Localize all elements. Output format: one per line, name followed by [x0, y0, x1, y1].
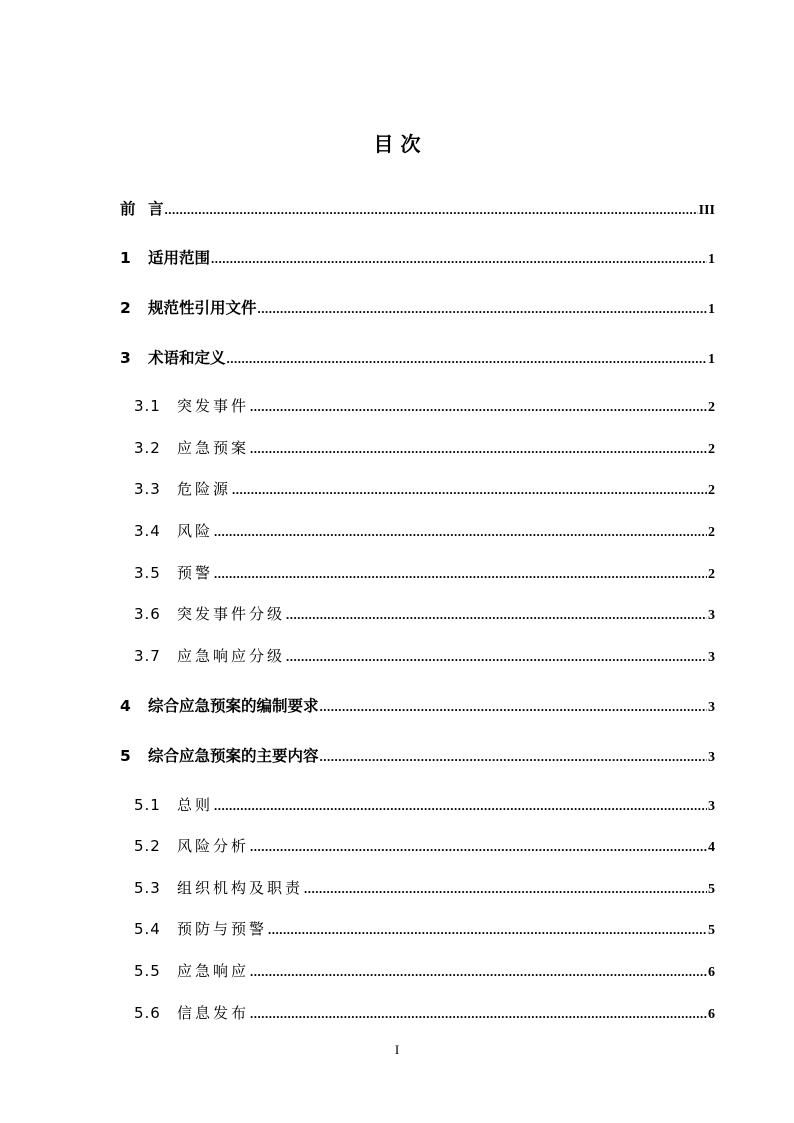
toc-entry-page: 3	[708, 608, 715, 623]
toc-entry-label: 言	[148, 200, 164, 218]
toc-entry-page: 2	[708, 567, 715, 582]
toc-entry-3[interactable]	[120, 346, 715, 368]
toc-leader-dots	[250, 399, 707, 415]
toc-entry-number: 3.5	[134, 564, 161, 582]
toc-entry-page: 1	[708, 302, 715, 317]
toc-entry-number: 3	[120, 349, 131, 367]
toc-entry-page: 2	[708, 400, 715, 415]
toc-entry-3-2[interactable]	[134, 437, 715, 459]
toc-entry-3-6[interactable]	[134, 603, 715, 625]
toc-entry-number: 3.7	[134, 647, 161, 665]
toc-entry-number: 5.1	[134, 796, 161, 814]
toc-leader-dots	[165, 202, 698, 218]
toc-leader-dots	[320, 749, 707, 765]
toc-entry-label: 风险	[177, 522, 214, 540]
toc-entry-5-3[interactable]	[134, 877, 715, 899]
toc-entry-page: 4	[708, 840, 715, 855]
toc-leader-dots	[304, 881, 707, 897]
toc-entry-label: 应急响应分级	[177, 647, 286, 665]
toc-entry-number: 2	[120, 299, 131, 317]
toc-entry-label: 突发事件分级	[177, 605, 286, 623]
toc-entry-number: 3.4	[134, 522, 161, 540]
toc-entry-page: 6	[708, 965, 715, 980]
toc-entry-label: 突发事件	[177, 397, 250, 415]
toc-entry-5-2[interactable]	[134, 835, 715, 857]
toc-entry-number: 5.4	[134, 920, 161, 938]
toc-entry-label: 应急预案	[177, 439, 250, 457]
toc-entry-3-3[interactable]	[134, 478, 715, 500]
toc-leader-dots	[214, 798, 707, 814]
toc-entry-label: 适用范围	[148, 249, 211, 267]
toc-leader-dots	[250, 1006, 707, 1022]
toc-entry-label: 预防与预警	[177, 920, 268, 938]
toc-entry-page: III	[698, 203, 715, 218]
toc-leader-dots	[320, 699, 707, 715]
toc-entry-page: 5	[708, 923, 715, 938]
toc-entry-label: 总则	[177, 796, 214, 814]
toc-entry-4[interactable]	[120, 694, 715, 716]
toc-entry-3-7[interactable]	[134, 645, 715, 667]
toc-leader-dots	[250, 839, 707, 855]
toc-entry-number: 5	[120, 747, 131, 765]
page-number: I	[394, 1042, 400, 1057]
toc-entry-label: 预警	[177, 564, 214, 582]
toc-leader-dots	[232, 482, 707, 498]
toc-entry-5-5[interactable]	[134, 960, 715, 982]
toc-entry-3-1[interactable]	[134, 395, 715, 417]
toc-entry-page: 2	[708, 525, 715, 540]
toc-entry-label: 综合应急预案的编制要求	[148, 697, 319, 715]
toc-entry-5[interactable]	[120, 744, 715, 766]
toc-entry-foreword[interactable]	[120, 197, 715, 219]
toc-leader-dots	[268, 922, 707, 938]
toc-entry-label: 组织机构及职责	[177, 879, 304, 897]
toc-entry-number: 5.6	[134, 1004, 161, 1022]
toc-entry-number: 5.2	[134, 837, 161, 855]
toc-entry-page: 3	[708, 799, 715, 814]
toc-entry-number: 3.2	[134, 439, 161, 457]
toc-leader-dots	[211, 251, 707, 267]
toc-entry-label: 规范性引用文件	[148, 299, 257, 317]
toc-leader-dots	[258, 301, 707, 317]
toc-entry-5-1[interactable]	[134, 794, 715, 816]
toc-entry-label: 信息发布	[177, 1004, 250, 1022]
toc-entry-2[interactable]	[120, 296, 715, 318]
toc-entry-page: 1	[708, 352, 715, 367]
toc-entry-page: 2	[708, 442, 715, 457]
toc-entry-number: 3.6	[134, 605, 161, 623]
toc-entry-5-6[interactable]	[134, 1002, 715, 1024]
toc-entry-number: 3.3	[134, 480, 161, 498]
toc-entry-page: 1	[708, 252, 715, 267]
toc-leader-dots	[214, 566, 707, 582]
toc-entry-number: 4	[120, 697, 131, 715]
toc-entry-number: 5.3	[134, 879, 161, 897]
toc-entry-page: 5	[708, 882, 715, 897]
toc-entry-page: 3	[708, 650, 715, 665]
toc-title: 目 次	[373, 132, 421, 156]
toc-entry-number: 前	[120, 200, 136, 218]
toc-entry-1[interactable]	[120, 246, 715, 268]
toc-entry-3-4[interactable]	[134, 520, 715, 542]
toc-entry-page: 3	[708, 700, 715, 715]
toc-entry-label: 术语和定义	[148, 349, 226, 367]
toc-leader-dots	[250, 441, 707, 457]
toc-entry-label: 综合应急预案的主要内容	[148, 747, 319, 765]
toc-entry-label: 危险源	[177, 480, 232, 498]
toc-entry-number: 5.5	[134, 962, 161, 980]
toc-leader-dots	[286, 649, 707, 665]
toc-leader-dots	[227, 351, 707, 367]
toc-entry-3-5[interactable]	[134, 562, 715, 584]
toc-entry-page: 2	[708, 483, 715, 498]
toc-entry-5-4[interactable]	[134, 918, 715, 940]
toc-entry-page: 3	[708, 750, 715, 765]
toc-leader-dots	[286, 607, 707, 623]
toc-entry-label: 应急响应	[177, 962, 250, 980]
toc-entry-number: 1	[120, 249, 131, 267]
toc-entry-page: 6	[708, 1007, 715, 1022]
toc-entry-label: 风险分析	[177, 837, 250, 855]
toc-entry-number: 3.1	[134, 397, 161, 415]
toc-leader-dots	[214, 524, 707, 540]
toc-leader-dots	[250, 964, 707, 980]
